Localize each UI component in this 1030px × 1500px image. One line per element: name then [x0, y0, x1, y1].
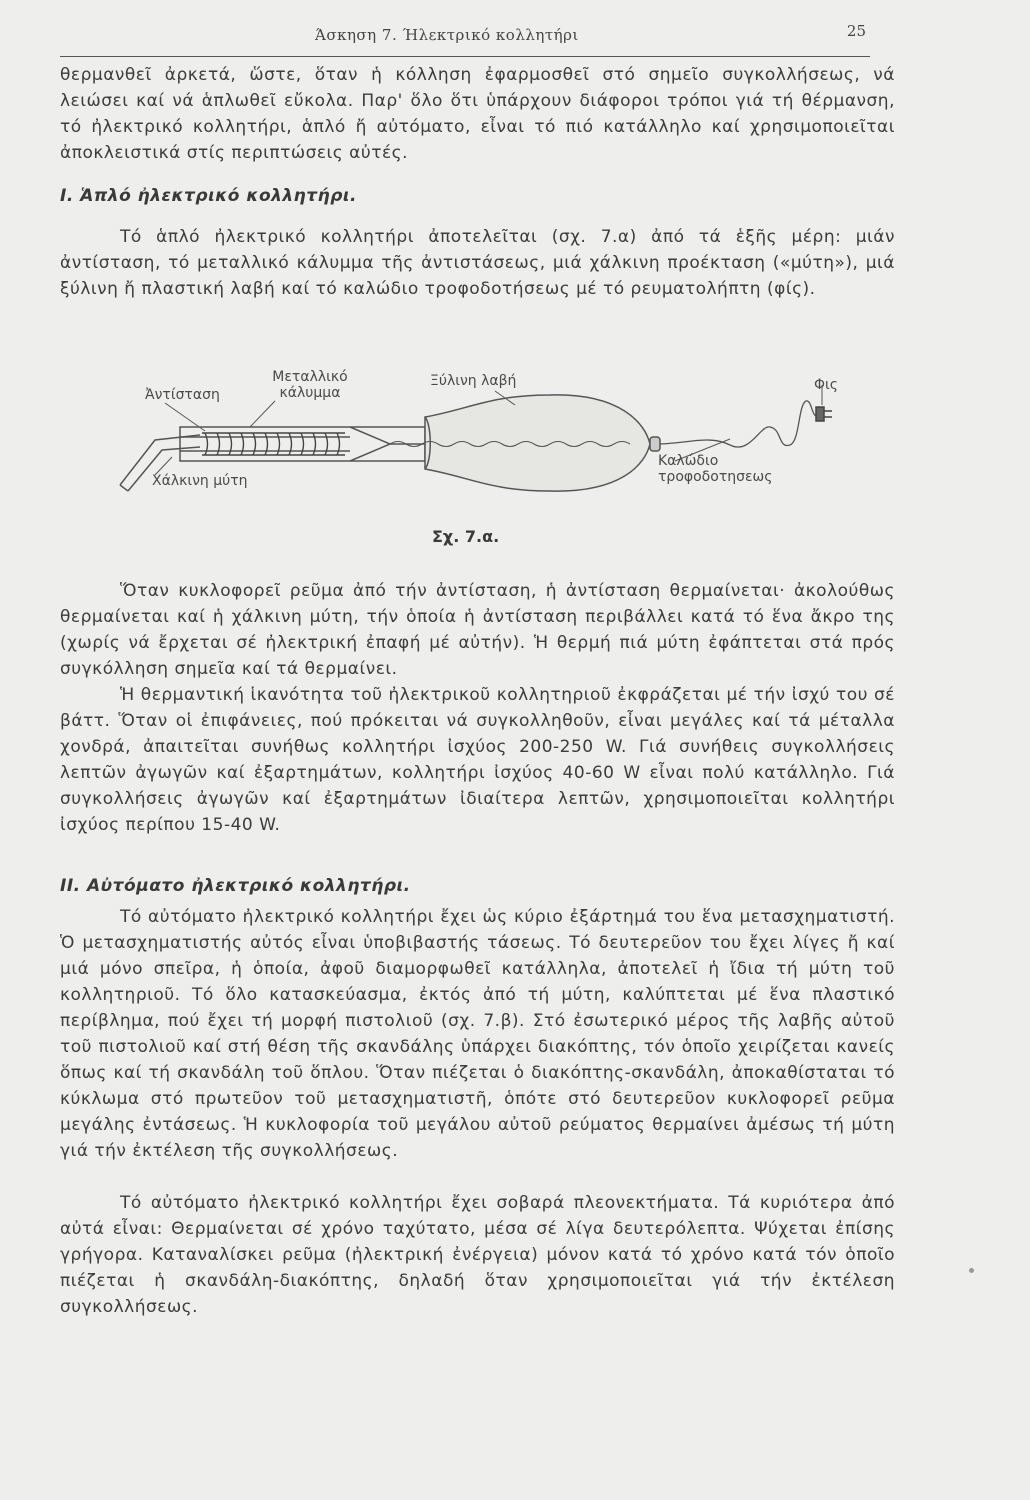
power-cable-shape	[660, 401, 818, 447]
metal-cover-shape	[180, 427, 425, 461]
label-wooden-handle: Ξύλινη λαβή	[430, 373, 517, 389]
section-heading-simple-iron: I. Ἁπλό ἠλεκτρικό κολλητήρι.	[60, 186, 357, 206]
advantages-paragraph: Τό αὐτόματο ἠλεκτρικό κολλητήρι ἔχει σοβαρά πλεονεκτήματα. Τά κυριότερα ἀπό αὐτά εἶναι: Θερμαίνεται σέ χρόνο ταχύτατο, μέσα σέ λίγα δευτερόλεπτα. Ψύχεται ἐπίσης γρήγορα. Καταναλίσκει ρεῦμα (ἠλεκτρική ἐνέργεια) μόνον κατά τό χρόνο κατά τόν ὁποῖο πιέζεται ἡ σκανδάλη-διακόπτης, δηλαδή ὅταν χρησιμοποιεῖται γιά τήν ἐκτέλεση συγκολλήσεως.	[60, 1193, 895, 1317]
soldering-iron-drawing	[110, 365, 870, 525]
label-metal-cover: Μεταλλικό κάλυμμα	[272, 369, 348, 401]
figure-caption: Σχ. 7.α.	[432, 527, 500, 546]
label-resistance: Ἀντίσταση	[145, 387, 220, 403]
label-copper-tip: Χάλκινη μύτη	[152, 473, 248, 489]
label-plug: Φις	[814, 377, 838, 393]
section-heading-automatic-iron: II. Αὐτόματο ἠλεκτρικό κολλητήρι.	[60, 876, 411, 896]
print-speck	[969, 1268, 974, 1273]
running-title: Άσκηση 7. Ήλεκτρικό κολλητήρι	[315, 26, 579, 44]
automatic-iron-paragraph: Τό αὐτόματο ἠλεκτρικό κολλητήρι ἔχει ὡς κύριο ἐξάρτημά του ἕνα μετασχηματιστή. Ὁ μετασχηματιστής αὐτός εἶναι ὑποβιβαστής τάσεως. Τό δευτερεῦον του ἔχει λίγες ἤ καί μιά μόνο σπεῖρα, ἡ ὁποία, ἀφοῦ διαμορφωθεῖ κατάλληλα, ἀποτελεῖ ἡ ἴδια τή μύτη τοῦ κολλητηριοῦ. Τό ὅλο κατασκεύασμα, ἐκτός ἀπό τή μύτη, καλύπτεται μέ ἕνα πλαστικό περίβλημα, πού ἔχει τή μορφή πιστολιοῦ (σχ. 7.β). Στό ἐσωτερικό μέρος τῆς λαβῆς αὐτοῦ τοῦ πιστολιοῦ καί στή θέση τῆς σκανδάλης ὑπάρχει διακόπτης, τόν ὁποῖο χειρίζεται κανείς ὅπως καί τή σκανδάλη τοῦ ὅπλου. Ὅταν πιέζεται ὁ διακόπτης-σκανδάλη, ἀποκαθίσταται τό κύκλωμα στό πρωτεῦον τοῦ μετασχηματιστῆ, ὁπότε στό δευτερεῦον κυκλοφορεῖ ρεῦμα μεγάλης ἐντάσεως. Ἡ κυκλοφορία τοῦ μεγάλου αὐτοῦ ρεύματος θερμαίνει ἀμέσως τή μύτη γιά τήν ἐκτέλεση τῆς συγκολλήσεως.	[60, 907, 895, 1161]
label-cable: Καλώδιο τροφοδοτησεως	[658, 453, 773, 485]
heating-paragraph: Ὅταν κυκλοφορεῖ ρεῦμα ἀπό τήν ἀντίσταση, ἡ ἀντίσταση θερμαίνεται· ἀκολούθως θερμαίνεται καί ἡ χάλκινη μύτη, τήν ὁποία ἡ ἀντίσταση περιβάλλει κατά τό ἕνα ἄκρο της (χωρίς νά ἔρχεται σέ ἠλεκτρική ἐπαφή μέ αὐτήν). Ἡ θερμή πιά μύτη ἐφάπτεται στά πρός συγκόλληση σημεῖα καί τά θερμαίνει.	[60, 581, 895, 679]
intro-paragraph: θερμανθεῖ ἀρκετά, ὥστε, ὅταν ἡ κόλληση ἐφαρμοσθεῖ στό σημεῖο συγκολλήσεως, νά λειώσει καί νά ἁπλωθεῖ εὔκολα. Παρ' ὅλο ὅτι ὑπάρχουν διάφοροι τρόποι γιά τή θέρμανση, τό ἠλεκτρικό κολλητήρι, ἁπλό ἤ αὐτόματο, εἶναι τό πιό κατάλληλο καί χρησιμοποιεῖται ἀποκλειστικά στίς περιπτώσεις αὐτές.	[60, 65, 895, 163]
simple-iron-paragraph: Τό ἁπλό ἠλεκτρικό κολλητήρι ἀποτελεῖται (σχ. 7.α) ἀπό τά ἑξῆς μέρη: μιάν ἀντίσταση, τό μεταλλικό κάλυμμα τῆς ἀντιστάσεως, μιά χάλκινη προέκταση («μύτη»), μιά ξύλινη ἤ πλαστική λαβή καί τό καλώδιο τροφοδοτήσεως μέ τό ρευματολήπτη (φίς).	[60, 227, 895, 299]
page-header	[60, 22, 870, 57]
cable-cap-shape	[650, 437, 660, 451]
page-number: 25	[846, 22, 866, 40]
power-rating-paragraph: Ἡ θερμαντική ἱκανότητα τοῦ ἠλεκτρικοῦ κολλητηριοῦ ἐκφράζεται μέ τήν ἰσχύ του σέ βάττ. Ὅταν οἱ ἐπιφάνειες, πού πρόκειται νά συγκολληθοῦν, εἶναι μεγάλες καί τά μέταλλα χονδρά, ἀπαιτεῖται συνήθως κολλητήρι ἰσχύος 200-250 W. Γιά συνήθεις συγκολλήσεις λεπτῶν ἀγωγῶν καί ἐξαρτημάτων, κολλητήρι ἰσχύος 40-60 W εἶναι πολύ κατάλληλο. Γιά συγκολλήσεις ἀγωγῶν καί ἐξαρτημάτων ἰδιαίτερα λεπτῶν, χρησιμοποιεῖται κολλητήρι ἰσχύος περίπου 15-40 W.	[60, 685, 895, 835]
soldering-iron-figure	[110, 365, 870, 525]
plug-shape	[816, 407, 832, 421]
